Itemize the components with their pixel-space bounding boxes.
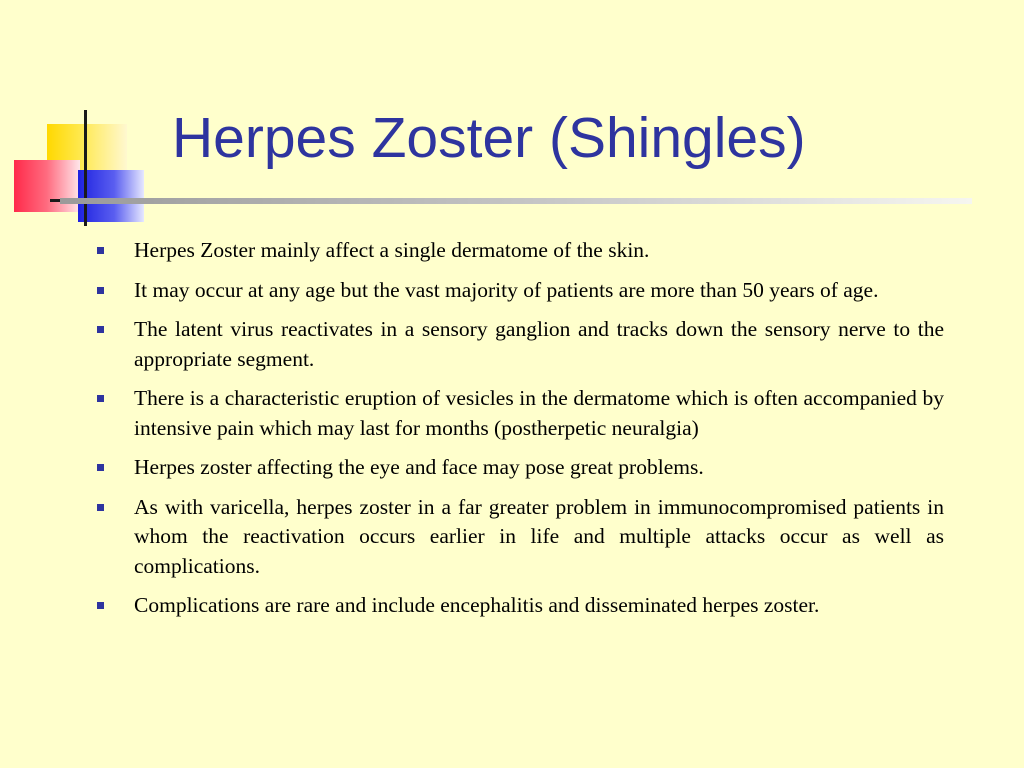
square-bullet-icon xyxy=(97,602,104,609)
bullet-list xyxy=(96,236,944,631)
decorative-blue-block xyxy=(78,170,144,222)
square-bullet-icon xyxy=(97,326,104,333)
bullet-text: Herpes zoster affecting the eye and face may pose great problems. xyxy=(134,455,704,479)
decorative-red-block xyxy=(14,160,80,212)
bullet-item xyxy=(96,315,944,374)
bullet-text: It may occur at any age but the vast majority of patients are more than 50 years of age. xyxy=(134,277,879,302)
square-bullet-icon xyxy=(97,287,104,294)
title-underline-rule xyxy=(60,198,972,204)
bullet-item xyxy=(96,493,944,582)
bullet-item xyxy=(96,384,944,443)
decorative-vertical-line xyxy=(84,110,87,226)
bullet-text: Complications are rare and include encephalitis and disseminated herpes zoster. xyxy=(134,593,820,617)
square-bullet-icon xyxy=(97,464,104,471)
slide-title: Herpes Zoster (Shingles) xyxy=(172,106,806,170)
bullet-item xyxy=(96,591,944,621)
square-bullet-icon xyxy=(97,395,104,402)
square-bullet-icon xyxy=(97,504,104,511)
bullet-text: There is a characteristic eruption of vesicles in the dermatome which is often accompanied by intensive pain which may last for months (postherpetic neuralgia) xyxy=(134,386,944,440)
bullet-item xyxy=(96,276,944,306)
bullet-item xyxy=(96,453,944,483)
bullet-item xyxy=(96,236,944,266)
bullet-text: Herpes Zoster mainly affect a single dermatome of the skin. xyxy=(134,238,650,262)
bullet-text: As with varicella, herpes zoster in a far greater problem in immunocompromised patients in whom the reactivation occurs earlier in life and multiple attacks occur as well as complications. xyxy=(134,494,944,578)
bullet-text: The latent virus reactivates in a sensory ganglion and tracks down the sensory nerve to the appropriate segment. xyxy=(134,317,944,371)
square-bullet-icon xyxy=(97,247,104,254)
